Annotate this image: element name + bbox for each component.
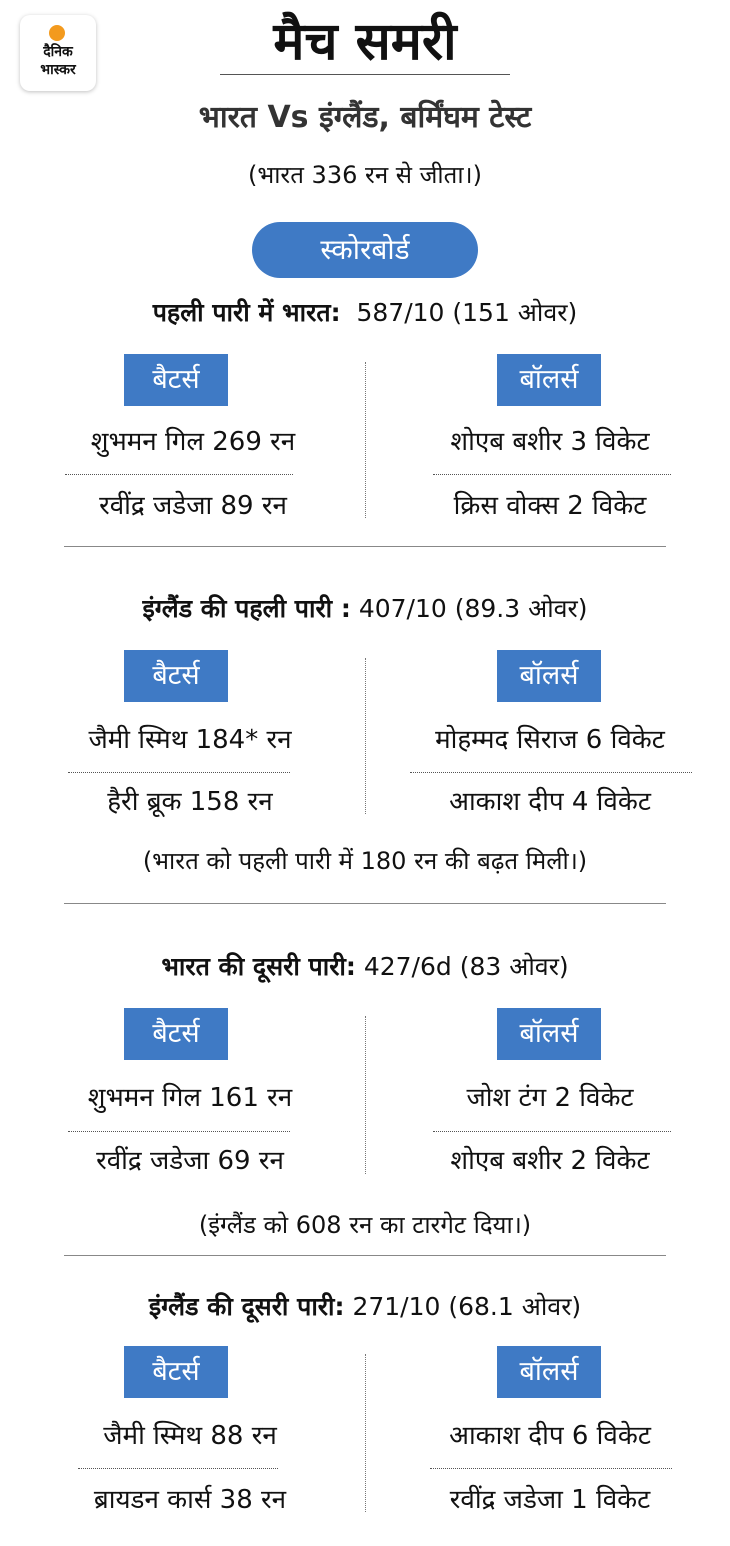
innings-score: 587/10 (151 ओवर) [356, 298, 578, 327]
row-separator [68, 1131, 290, 1132]
innings-separator [64, 546, 666, 547]
innings-note: (इंग्लैंड को 608 रन का टारगेट दिया।) [198, 1211, 532, 1239]
innings-score: 407/10 (89.3 ओवर) [358, 594, 588, 623]
page-title: मैच समरी [273, 12, 457, 72]
row-separator [433, 474, 671, 475]
batters-badge: बैटर्स [124, 354, 228, 406]
bowlers-badge: बॉलर्स [497, 650, 601, 702]
match-subtitle: भारत Vs इंग्लैंड, बर्मिंघम टेस्ट [198, 100, 532, 135]
innings-score: 271/10 (68.1 ओवर) [352, 1292, 582, 1321]
bowler-row: जोश टंग 2 विकेट [466, 1083, 634, 1113]
row-separator [433, 1131, 671, 1132]
batter-row: शुभमन गिल 269 रन [90, 427, 296, 457]
batter-row: रवींद्र जडेजा 89 रन [99, 491, 287, 521]
match-result: (भारत 336 रन से जीता।) [247, 161, 482, 189]
innings-team-label: पहली पारी में भारत: [152, 298, 341, 327]
bowler-row: आकाश दीप 6 विकेट [449, 1421, 651, 1451]
innings-note: (भारत को पहली पारी में 180 रन की बढ़त मिली।) [142, 847, 588, 875]
batter-row: ब्रायडन कार्स 38 रन [93, 1485, 287, 1515]
innings-1-header [0, 296, 730, 330]
innings-separator [64, 1255, 666, 1256]
batter-row: शुभमन गिल 161 रन [87, 1083, 293, 1113]
batter-row: जैमी स्मिथ 88 रन [103, 1421, 277, 1451]
innings-team-label: इंग्लैंड की दूसरी पारी: [148, 1292, 345, 1321]
logo-text-line2: भास्कर [40, 62, 76, 78]
batters-badge: बैटर्स [124, 650, 228, 702]
innings-2-header [0, 592, 730, 626]
innings-3-header [0, 950, 730, 984]
row-separator [410, 772, 692, 773]
batter-row: रवींद्र जडेजा 69 रन [96, 1146, 284, 1176]
column-divider [365, 362, 366, 518]
column-divider [365, 1354, 366, 1512]
column-divider [365, 1016, 366, 1174]
batter-row: जैमी स्मिथ 184* रन [88, 725, 292, 755]
row-separator [68, 772, 290, 773]
bowler-row: शोएब बशीर 2 विकेट [450, 1146, 650, 1176]
innings-team-label: भारत की दूसरी पारी: [161, 952, 356, 981]
row-separator [65, 474, 293, 475]
bowlers-badge: बॉलर्स [497, 354, 601, 406]
batters-badge: बैटर्स [124, 1008, 228, 1060]
bowler-row: शोएब बशीर 3 विकेट [450, 427, 650, 457]
bowler-row: क्रिस वोक्स 2 विकेट [453, 491, 647, 521]
bowlers-badge: बॉलर्स [497, 1008, 601, 1060]
bowlers-badge: बॉलर्स [497, 1346, 601, 1398]
batter-row: हैरी ब्रूक 158 रन [107, 787, 273, 817]
innings-team-label: इंग्लैंड की पहली पारी : [142, 594, 351, 623]
row-separator [430, 1468, 672, 1469]
row-separator [78, 1468, 278, 1469]
batters-badge: बैटर्स [124, 1346, 228, 1398]
bowler-row: रवींद्र जडेजा 1 विकेट [449, 1485, 651, 1515]
innings-score: 427/6d (83 ओवर) [363, 952, 569, 981]
column-divider [365, 658, 366, 814]
scoreboard-label: स्कोरबोर्ड [252, 222, 478, 278]
logo-text-line1: दैनिक [43, 44, 73, 60]
title-underline [220, 74, 510, 75]
bowler-row: मोहम्मद सिराज 6 विकेट [435, 725, 665, 755]
bowler-row: आकाश दीप 4 विकेट [449, 787, 651, 817]
innings-4-header [0, 1290, 730, 1324]
innings-separator [64, 903, 666, 904]
